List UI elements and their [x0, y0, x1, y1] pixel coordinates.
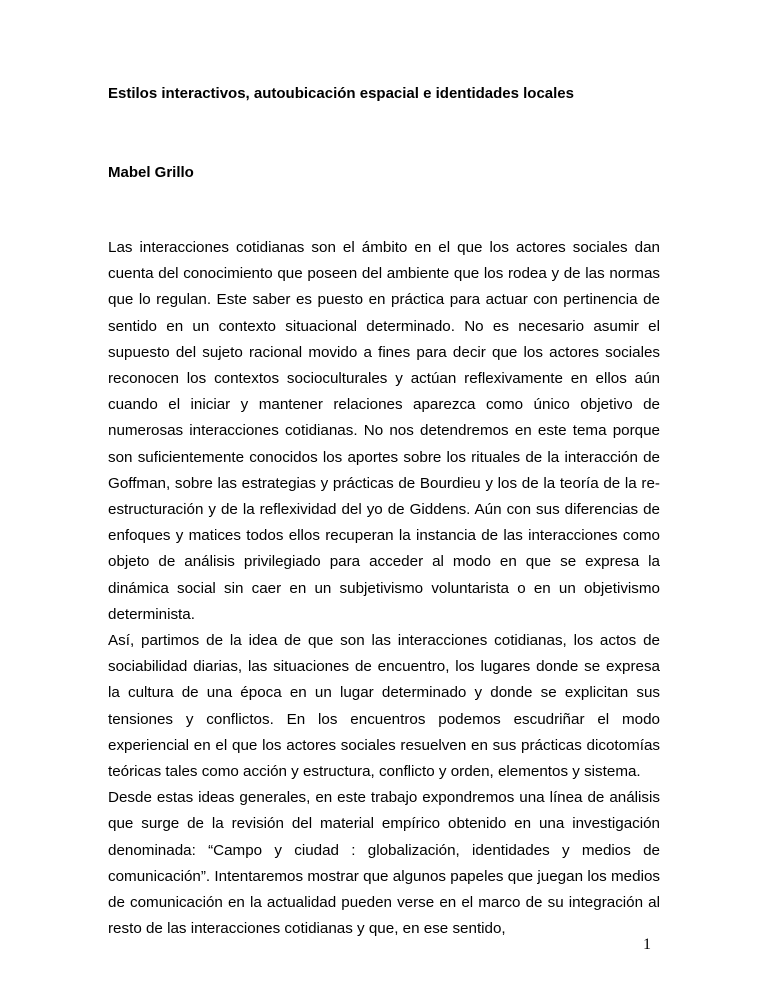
document-body	[108, 235, 660, 942]
paragraph: Desde estas ideas generales, en este trabajo expondremos una línea de análisis que surge de la revisión del material empírico obtenido en una investigación denominada: “Campo y ciudad : globalización, identidades y medios de comunicación”. Intentaremos mostrar que algunos papeles que juegan los medios de comunicación en la actualidad pueden verse en el marco de su integración al resto de las interacciones cotidianas y que, en ese sentido,	[108, 789, 660, 938]
paragraph: Las interacciones cotidianas son el ámbito en el que los actores sociales dan cuenta del conocimiento que poseen del ambiente que los rodea y de las normas que lo regulan. Este saber es puesto en práctica para actuar con pertinencia de sentido en un contexto situacional determinado. No es necesario asumir el supuesto del sujeto racional movido a fines para decir que los actores sociales reconocen los contextos socioculturales y actúan reflexivamente en ellos aún cuando el iniciar y mantener relaciones aparezca como único objetivo de numerosas interacciones cotidianas. No nos detendremos en este tema porque son suficientemente conocidos los aportes sobre los rituales de la interacción de Goffman, sobre las estrategias y prácticas de Bourdieu y los de la teoría de la re-estructuración y de la reflexividad del yo de Giddens. Aún con sus diferencias de enfoques y matices todos ellos recuperan la instancia de las interacciones como objeto de análisis privilegiado para acceder al modo en que se expresa la dinámica social sin caer en un subjetivismo voluntarista o en un objetivismo determinista.	[108, 239, 660, 623]
paragraph: Así, partimos de la idea de que son las interacciones cotidianas, los actos de sociabilidad diarias, las situaciones de encuentro, los lugares donde se expresa la cultura de una época en un lugar determinado y donde se explicitan sus tensiones y conflictos. En los encuentros podemos escudriñar el modo experiencial en el que los actores sociales resuelven en sus prácticas dicotomías teóricas tales como acción y estructura, conflicto y orden, elementos y sistema.	[108, 632, 660, 781]
page-number: 1	[643, 936, 651, 953]
document-author: Mabel Grillo	[108, 164, 194, 181]
document-title: Estilos interactivos, autoubicación espacial e identidades locales	[108, 85, 574, 102]
